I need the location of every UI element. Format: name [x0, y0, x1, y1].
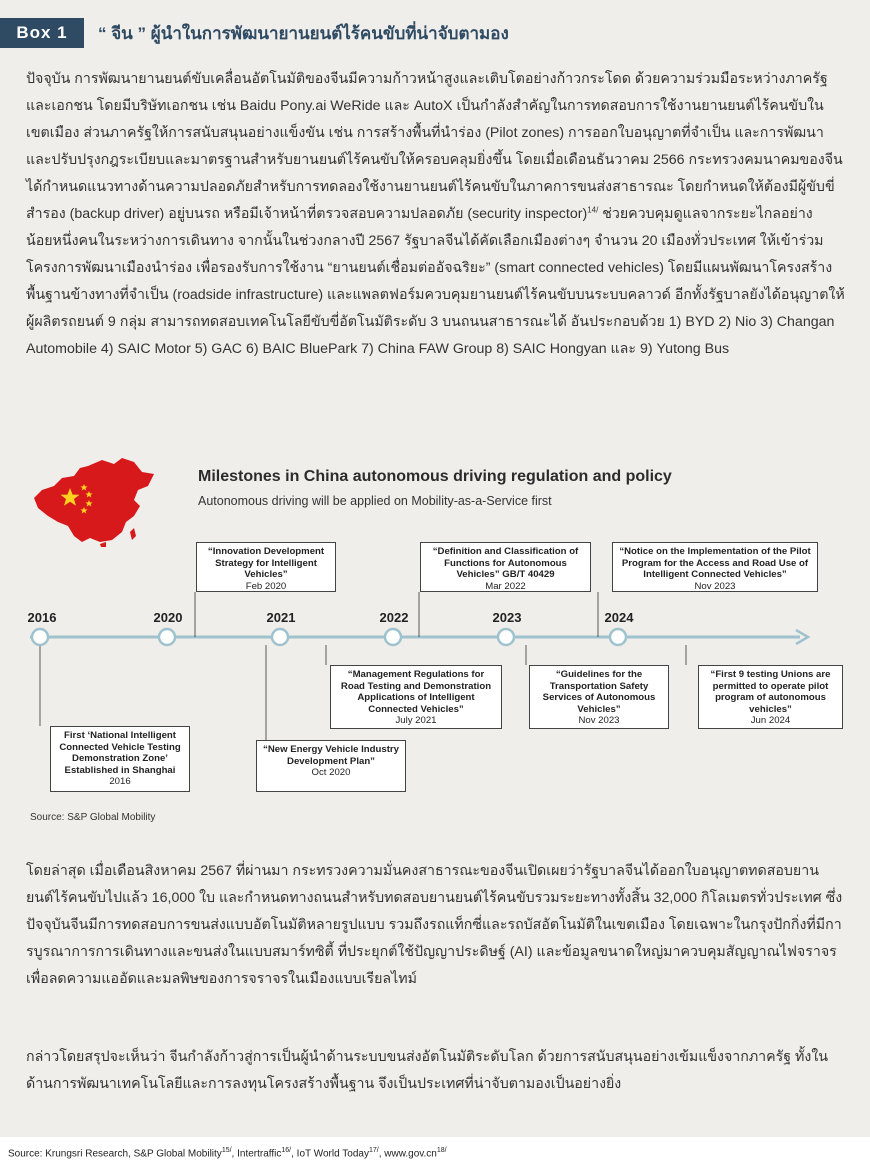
year-label-2020: 2020	[153, 610, 183, 625]
milestone-box	[330, 665, 502, 729]
conclusion-paragraph: กล่าวโดยสรุปจะเห็นว่า จีนกำลังก้าวสู่การเป็นผู้นำด้านระบบขนส่งอัตโนมัติระดับโลก ด้วยการสนับสนุนอย่างเข้มแข็งจากภาครัฐ ทั้งในด้านการพัฒนาเทคโนโลยีและการลงทุนโครงสร้างพื้นฐาน จึงเป็นประเทศที่น่าจับตามองเป็นอย่างยิ่ง	[26, 1049, 828, 1092]
footnote-ref-14: 14/	[587, 205, 599, 215]
year-label-2022: 2022	[379, 610, 409, 625]
footer-source-text: , IoT World Today	[291, 1148, 369, 1160]
year-node-2024	[610, 629, 626, 645]
body-paragraph-2: โดยล่าสุด เมื่อเดือนสิงหาคม 2567 ที่ผ่านมา กระทรวงความมั่นคงสาธารณะของจีนเปิดเผยว่ารัฐบาลจีนได้ออกใบอนุญาตทดสอบยานยนต์ไร้คนขับไปแล้ว 16,000 ใบ และกำหนดทางถนนสำหรับทดสอบยานยนต์ไร้คนขับรวมระยะทางทั้งสิ้น 32,000 กิโลเมตรทั่วประเทศ ซึ่งปัจจุบันจีนมีการทดสอบการขนส่งแบบอัตโนมัติหลายรูปแบบ รวมถึงรถแท็กซี่และรถบัสอัตโนมัติในเขตเมือง โดยเฉพาะในกรุงปักกิ่งที่มีการบูรณาการการเดินทางและขนส่งในแบบสมาร์ทซิตี้ ที่ประยุกต์ใช้ปัญญาประดิษฐ์ (AI) และข้อมูลขนาดใหญ่มาควบคุมสัญญาณไฟจราจรเพื่อลดความแออัดและมลพิษของการจราจรในเมืองแบบเรียลไทม์	[26, 863, 843, 987]
milestone-title: “Notice on the Implementation of the Pilot Program for the Access and Road Use of Intelligent Connected Vehicles”	[619, 546, 811, 581]
milestone-title: “Management Regulations for Road Testing and Demonstration Applications of Intelligent Connected Vehicles”	[340, 669, 492, 715]
milestone-date: Nov 2023	[694, 580, 736, 592]
year-node-2022	[385, 629, 401, 645]
footer-source-text: , Intertraffic	[231, 1148, 282, 1160]
milestone-title: “First 9 testing Unions are permitted to operate pilot program of autonomous vehicles”	[710, 669, 831, 715]
milestone-title: First ‘National Intelligent Connected Vehicle Testing Demonstration Zone’ Established in Shanghai	[59, 730, 181, 776]
milestone-title: “Definition and Classification of Functions for Autonomous Vehicles” GB/T 40429	[432, 546, 579, 581]
milestone-date: 2016	[109, 776, 131, 788]
milestone-box	[50, 726, 190, 792]
year-node-2016	[32, 629, 48, 645]
milestone-box	[196, 542, 336, 592]
milestone-date: Oct 2020	[311, 767, 351, 779]
figure-source: Source: S&P Global Mobility	[30, 812, 156, 823]
footnote-ref: 17/	[368, 1147, 379, 1154]
milestone-title: “New Energy Vehicle Industry Development Plan”	[263, 744, 399, 767]
milestones-figure	[0, 450, 870, 830]
milestone-date: Feb 2020	[245, 580, 287, 592]
intro-paragraph	[26, 66, 846, 363]
footer-source	[8, 1147, 447, 1159]
footer-source-text: , www.gov.cn	[378, 1148, 437, 1160]
milestone-box	[698, 665, 843, 729]
year-node-2023	[498, 629, 514, 645]
milestone-date: July 2021	[395, 715, 437, 727]
milestone-date: Mar 2022	[485, 580, 526, 592]
box-label: Box 1	[0, 18, 84, 48]
figure-title: Milestones in China autonomous driving regulation and policy	[198, 468, 672, 485]
year-label-2021: 2021	[266, 610, 296, 625]
milestone-box	[256, 740, 406, 792]
intro-text-a: ปัจจุบัน การพัฒนายานยนต์ขับเคลื่อนอัตโนมัติของจีนมีความก้าวหน้าสูงและเติบโตอย่างก้าวกระโดด ด้วยความร่วมมือระหว่างภาครัฐและเอกชน โดยมีบริษัทเอกชน เช่น Baidu Pony.ai WeRide และ AutoX เป็นกำลังสำคัญในการทดสอบการใช้งานยานยนต์ไร้คนขับในเขตเมือง ส่วนภาครัฐให้การสนับสนุนอย่างแข็งขัน เช่น การสร้างพื้นที่นำร่อง (Pilot zones) การออกใบอนุญาตที่จำเป็น และการพัฒนาและปรับปรุงกฎระเบียบและมาตรฐานสำหรับยานยนต์ไร้คนขับให้ครอบคลุมยิ่งขึ้น โดยเมื่อเดือนธันวาคม 2566 กระทรวงคมนาคมของจีนได้กำหนดแนวทางด้านความปลอดภัยสำหรับการทดลองใช้งานยานยนต์ไร้คนขับในภาคการขนส่งสาธารณะ โดยกำหนดให้ต้องมีผู้ขับขี่สำรอง (backup driver) อยู่บนรถ หรือมีเจ้าหน้าที่ตรวจสอบความปลอดภัย (security inspector)	[26, 71, 843, 222]
figure-subtitle: Autonomous driving will be applied on Mobility-as-a-Service first	[198, 494, 552, 508]
year-label-2024: 2024	[604, 610, 634, 625]
footer-source-text: Source: Krungsri Research, S&P Global Mobility	[8, 1148, 222, 1160]
milestone-date: Nov 2023	[578, 715, 620, 727]
footnote-ref: 16/	[281, 1147, 292, 1154]
milestone-box	[529, 665, 669, 729]
year-node-2021	[272, 629, 288, 645]
box-header	[0, 18, 870, 48]
milestone-date: Jun 2024	[750, 715, 791, 727]
milestone-box	[612, 542, 818, 592]
year-label-2016: 2016	[27, 610, 57, 625]
milestone-title: “Guidelines for the Transportation Safety Services of Autonomous Vehicles”	[542, 669, 656, 715]
year-label-2023: 2023	[492, 610, 522, 625]
milestone-title: “Innovation Development Strategy for Intelligent Vehicles”	[207, 546, 325, 581]
box-title: “ จีน ” ผู้นำในการพัฒนายานยนต์ไร้คนขับที่น่าจับตามอง	[98, 24, 509, 43]
footer	[0, 1137, 870, 1169]
milestone-box	[420, 542, 591, 592]
footnote-ref: 15/	[221, 1147, 232, 1154]
footnote-ref: 18/	[436, 1147, 447, 1154]
year-node-2020	[159, 629, 175, 645]
intro-text-b: ช่วยควบคุมดูแลจากระยะไกลอย่างน้อยหนึ่งคนในระหว่างการเดินทาง จากนั้นในช่วงกลางปี 2567 รัฐบาลจีนได้คัดเลือกเมืองต่างๆ จำนวน 20 เมืองทั่วประเทศ ให้เข้าร่วมโครงการพัฒนาเมืองนำร่อง เพื่อรองรับการใช้งาน “ยานยนต์เชื่อมต่ออัจฉริยะ” (smart connected vehicles) โดยมีแผนพัฒนาโครงสร้างพื้นฐานข้างทางที่จำเป็น (roadside infrastructure) และแพลตฟอร์มควบคุมยานยนต์ไร้คนขับบนระบบคลาวด์ อีกทั้งรัฐบาลยังได้อนุญาตให้ผู้ผลิตรถยนต์ 9 กลุ่ม สามารถทดสอบเทคโนโลยีขับขี่อัตโนมัติระดับ 3 บนถนนสาธารณะได้ อันประกอบด้วย 1) BYD 2) Nio 3) Changan Automobile 4) SAIC Motor 5) GAC 6) BAIC BluePark 7) China FAW Group 8) SAIC Hongyan และ 9) Yutong Bus	[26, 206, 845, 357]
